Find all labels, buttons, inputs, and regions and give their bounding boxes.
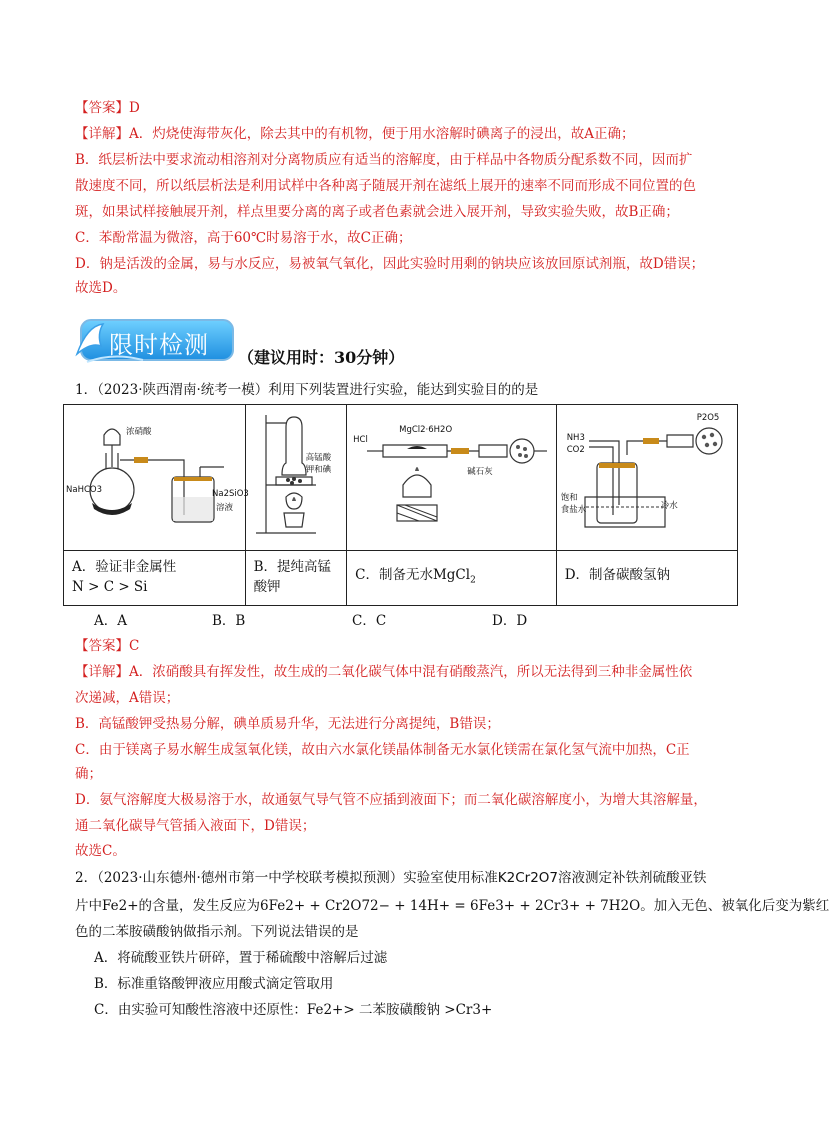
label-conc-nitric: 浓硝酸 [126,427,152,437]
label-kmno4: 高锰酸 [305,453,332,463]
label-hcl: HCl [353,435,368,445]
label-nahco3: NaHCO3 [66,485,102,495]
caption-d: D．制备碳酸氢钠 [564,567,671,583]
ion-fe2: Fe2+ [102,898,139,914]
prev-detail-line-6: D．钠是活泼的金属，易与水反应，易被氧气氧化，因此实验时用剩的钠块应该放回原试剂瓶，故D错误； [75,256,705,272]
prev-detail-line-3: 散速度不同，所以纸层析法是利用试样中各种离子随展开剂在滤纸上展开的速率不同而形成不同位置的色 [75,178,696,194]
ion-fe2-c: Fe2+ [306,1002,344,1018]
q2-stem-line-1: 2．（2023·山东德州·德州市第一中学校联考模拟预测）实验室使用标准K2Cr2O7溶液测定补铁剂硫酸亚铁 [75,870,707,886]
answer-tag: 【答案】 [75,100,129,116]
prev-detail-line-5: C．苯酚常温为微溶，高于60℃时易溶于水，故C正确； [75,230,412,246]
label-brine: 食盐水 [560,505,587,515]
caption-b: B．提纯高锰 酸钾 [253,559,331,595]
q1-stem: 1．（2023·陕西渭南·统考一模）利用下列装置进行实验，能达到实验目的的是 [75,382,539,398]
label-solution: 溶液 [216,503,234,513]
q1-detail-line-1: 【详解】A．浓硝酸具有挥发性，故生成的二氧化碳气体中混有硝酸蒸汽，所以无法得到三种非金属性依 [75,664,693,680]
label-p2o5: P2O5 [696,413,720,423]
prev-detail-line-1: 【详解】A．灼烧使海带灰化，除去其中的有机物，便于用水溶解时碘离子的浸出，故A正确； [75,126,635,142]
choice-d[interactable]: D．D [492,613,528,629]
detail-tag: 【详解】 [75,126,129,142]
time-note: （建议用时：30分钟） [238,348,405,367]
label-mgcl2-hydrate: MgCl2·6H2O [399,425,453,435]
figure-a [64,405,249,550]
q1-detail-line-3: B．高锰酸钾受热易分解，碘单质易升华，无法进行分离提纯，B错误； [75,716,500,732]
badge-text: 限时检测 [109,331,209,359]
q2-option-b[interactable]: B．标准重铬酸钾液应用酸式滴定管取用 [94,976,334,992]
apparatus-a-diagram [64,405,244,550]
apparatus-d-diagram [557,405,737,550]
prev-detail-line-7: 故选D。 [75,280,127,296]
choice-c[interactable]: C．C [352,613,387,629]
q1-detail-line-2: 次递减，A错误； [75,690,180,706]
prev-detail-line-4: 斑，如果试样接触展开剂，样点里要分离的离子或者色素就会进入展开剂，导致实验失败，故B正确； [75,204,679,220]
q1-detail-line-8: 故选C。 [75,843,126,859]
reaction-equation: 6Fe2+ + Cr2O72− + 14H+ = 6Fe3+ + 2Cr3+ + 7H2O [260,898,641,914]
formula-k2cr2o7: K2Cr2O7 [497,870,559,886]
q2-stem-line-2: 片中Fe2+的含量，发生反应为6Fe2+ + Cr2O72− + 14H+ = 6Fe3+ + 2Cr3+ + 7H2O。加入无色、被氧化后变为紫红 [75,898,829,914]
prev-answer-line [75,98,740,118]
q1-detail-line-6: D．氨气溶解度大极易溶于水，故通氨气导气管不应插到液面下；而二氧化碳溶解度小，为增大其溶解量， [75,792,707,808]
ion-cr3: Cr3+ [455,1002,493,1018]
caption-a: A．验证非金属性 N > C > Si [72,559,177,595]
caption-c: C．制备无水MgCl$_2$ [355,567,476,586]
q2-option-a[interactable]: A．将硫酸亚铁片研碎，置于稀硫酸中溶解后过滤 [94,950,388,966]
q2-stem-line-3: 色的二苯胺磺酸钠做指示剂。下列说法错误的是 [75,924,359,940]
figure-b [246,405,347,550]
label-nh3: NH3 [566,433,585,443]
choice-b[interactable]: B．B [212,613,246,629]
figure-d [557,405,737,550]
section-badge [73,316,236,364]
choice-a[interactable]: A．A [94,613,127,629]
label-co2: CO2 [566,445,585,455]
figure-c [347,405,556,550]
answer-value: D [129,100,140,116]
label-saturated: 饱和 [560,493,578,503]
q2-option-c[interactable]: C．由实验可知酸性溶液中还原性：Fe2+> 二苯胺磺酸钠 >Cr3+ [94,1002,493,1018]
label-iodine: 钾和碘 [305,465,332,475]
label-soda-lime: 碱石灰 [467,467,493,477]
label-cold-water: 冷水 [660,501,678,511]
q1-detail-line-4: C．由于镁离子易水解生成氢氧化镁，故由六水氯化镁晶体制备无水氯化镁需在氯化氢气流中加热，C正 [75,742,690,758]
q1-answer-line: 【答案】C [75,638,140,654]
q1-detail-line-5: 确； [75,766,102,782]
q1-detail-line-7: 通二氧化碳导气管插入液面下，D错误； [75,818,316,834]
label-na2sio3: Na2SiO3 [212,489,249,499]
apparatus-b-diagram [246,405,346,550]
q1-options-table [63,404,738,606]
prev-detail-line-2: B．纸层析法中要求流动相溶剂对分离物质应有适当的溶解度，由于样品中各物质分配系数不同，因而扩 [75,152,693,168]
q1-answer-value: C [129,638,140,654]
